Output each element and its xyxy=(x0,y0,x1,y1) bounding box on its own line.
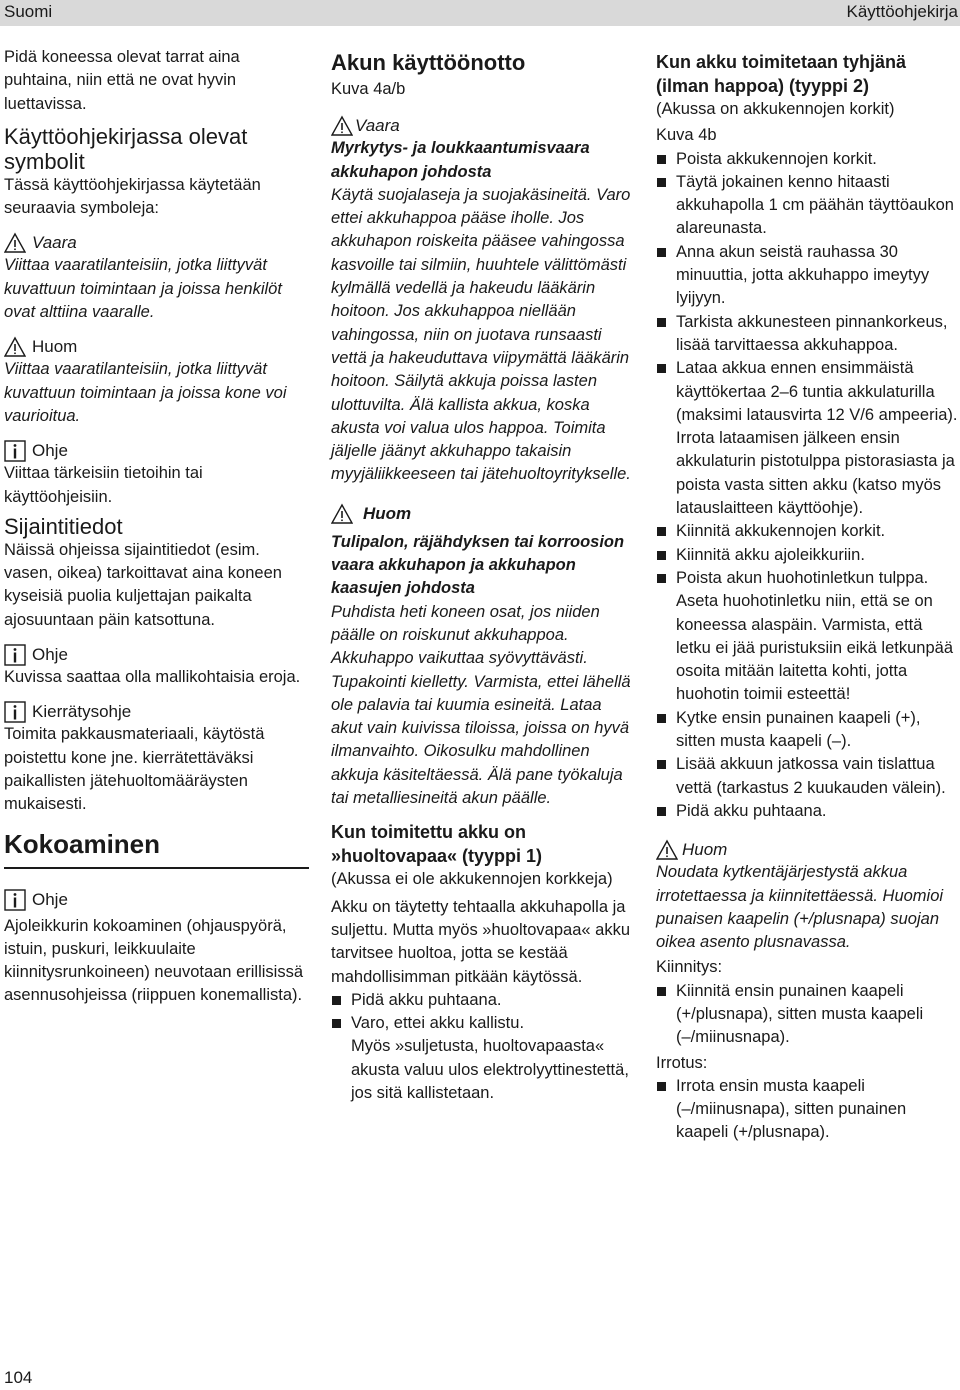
huom-notice-3 xyxy=(656,833,960,861)
assembly-heading: Kokoaminen xyxy=(4,829,309,869)
bullet-icon xyxy=(332,1019,341,1028)
vaara-title-2: Myrkytys- ja loukkaantumisvaara akkuhapon johdosta xyxy=(331,139,590,181)
bullet-icon xyxy=(657,1082,666,1091)
list-item: Kiinnitä akku ajoleikkuriin. xyxy=(656,544,960,567)
battery-heading: Akun käyttöönotto xyxy=(331,50,526,75)
huom-text-3: Noudata kytkentäjärjestystä akkua irrotettaessa ja kiinnitettäessä. Huomioi punaisen kaapelin (+/plusnapa) suojan oikea asento plusnavassa. xyxy=(656,863,944,952)
header-doc-type: Käyttöohjekirja xyxy=(846,2,958,21)
list-item: Anna akun seistä rauhassa 30 minuuttia, jotta akkuhappo imeytyy lyijyyn. xyxy=(656,241,960,311)
type2-note: (Akussa on akkukennojen korkit) xyxy=(656,100,895,118)
detach-label: Irrotus: xyxy=(656,1053,708,1072)
column-2 xyxy=(331,46,636,1105)
ohje3-text: Ajoleikkurin kokoaminen (ohjauspyörä, istuin, puskuri, leikkuulaite kiinnitysrunkoineen) neuvotaan erillisissä asennusohjeissa (riippuen konemallista). xyxy=(4,916,303,1005)
caution-triangle-icon xyxy=(331,503,353,525)
list-item: Irrota ensin musta kaapeli (–/miinusnapa), sitten punainen kaapeli (+/plusnapa). xyxy=(656,1075,960,1145)
bullet-icon xyxy=(657,527,666,536)
list-item: Kytke ensin punainen kaapeli (+), sitten musta kaapeli (–). xyxy=(656,707,960,754)
info-icon xyxy=(4,889,26,911)
bullet-icon xyxy=(657,760,666,769)
huom-text-2: Puhdista heti koneen osat, jos niiden päälle on roiskunut akkuhappoa. Akkuhappo vaikuttaa syövyttävästi. Tupakointi kielletty. Varmista, ettei lähellä ole palavia tai kuumia esineitä. Lataa akut vain kuivissa tiloissa, joissa on hyvä ilmanvaihto. Oikosulku mahdollinen akkuja käsiteltäessä. Älä pane työkaluja tai metalliesineitä akun päälle. xyxy=(331,602,631,808)
symbols-text: Tässä käyttöohjekirjassa käytetään seuraavia symboleja: xyxy=(4,175,261,218)
vaara-notice xyxy=(4,226,309,254)
attach-bullets xyxy=(656,980,960,1050)
intro-text: Pidä koneessa olevat tarrat aina puhtaina, niin että ne ovat hyvin luettavissa. xyxy=(4,48,240,113)
vaara-notice-2 xyxy=(331,109,636,137)
vaara-label-2: Vaara xyxy=(355,116,400,136)
list-item: Täytä jokainen kenno hitaasti akkuhapolla 1 cm päähän täyttöaukon alareunasta. xyxy=(656,171,960,241)
list-item: Kiinnitä ensin punainen kaapeli (+/plusnapa), sitten musta kaapeli (–/miinusnapa). xyxy=(656,980,960,1050)
ohje-text: Viittaa tärkeisiin tietoihin tai käyttöohjeisiin. xyxy=(4,464,203,506)
bullet-icon xyxy=(657,178,666,187)
list-item: Tarkista akkunesteen pinnankorkeus, lisää tarvittaessa akkuhappoa. xyxy=(656,311,960,358)
huom-text: Viittaa vaaratilanteisiin, jotka liittyvät kuvattuun toimintaan ja joissa kone voi vaurioitua. xyxy=(4,360,287,425)
column-3 xyxy=(656,46,960,1145)
huom-notice xyxy=(4,330,309,358)
detach-bullets xyxy=(656,1075,960,1145)
type2-heading: Kun akku toimitetaan tyhjänä (ilman happoa) (tyyppi 2) xyxy=(656,52,907,96)
list-item: Lisää akkuun jatkossa vain tislattua vettä (tarkastus 2 kuukauden välein). xyxy=(656,753,960,800)
vaara-text: Viittaa vaaratilanteisiin, jotka liittyvät kuvattuun toimintaan ja joissa henkilöt ovat alttiina vaaralle. xyxy=(4,256,282,322)
bullet-icon xyxy=(332,996,341,1005)
ohje2-label: Ohje xyxy=(32,645,68,665)
list-item: Poista akun huohotinletkun tulppa. Aseta huohotinletku niin, että se on koneessa alaspäin. Varmista, että letku ei jää puristuksiin eikä letkunpää osoita mitään laitetta kohti, jotta huohotin toimii esteettä! xyxy=(656,567,960,707)
vaara-label: Vaara xyxy=(32,233,77,253)
bullet-icon xyxy=(657,248,666,257)
ohje-label: Ohje xyxy=(32,441,68,461)
bullet-icon xyxy=(657,574,666,583)
recycling-label: Kierrätysohje xyxy=(32,702,132,722)
bullet-icon xyxy=(657,714,666,723)
huom-label: Huom xyxy=(32,337,78,357)
list-item: Poista akkukennojen korkit. xyxy=(656,148,960,171)
recycling-text: Toimita pakkausmateriaali, käytöstä poistettu kone jne. kierrätettäväksi paikallisten jätehuoltomääräysten mukaisesti. xyxy=(4,725,265,814)
ohje2-notice xyxy=(4,638,309,666)
type1-text: Akku on täytetty tehtaalla akkuhapolla ja suljettu. Mutta myös »huoltovapaa« akku tarvitsee huoltoa, jotta se kestää mahdollisimman pitkään käytössä. xyxy=(331,897,631,986)
list-item: Pidä akku puhtaana. xyxy=(331,989,636,1012)
caution-triangle-icon xyxy=(656,839,678,861)
bullet-icon xyxy=(657,364,666,373)
huom-label-2: Huom xyxy=(363,503,412,523)
column-1 xyxy=(4,46,309,1008)
huom-label-3: Huom xyxy=(682,840,728,860)
list-item: Pidä akku puhtaana. xyxy=(656,800,960,823)
list-item: Varo, ettei akku kallistu. xyxy=(331,1012,636,1035)
list-item: Kiinnitä akkukennojen korkit. xyxy=(656,520,960,543)
info-icon xyxy=(4,644,26,666)
bullet-continuation: Myös »suljetusta, huoltovapaasta« akusta valuu ulos elektrolyyttinestettä, jos sitä kallistetaan. xyxy=(351,1037,629,1102)
bullet-icon xyxy=(657,155,666,164)
huom-title-2: Tulipalon, räjähdyksen tai korroosion vaara akkuhapon ja akkuhapon kaasujen johdosta xyxy=(331,532,625,598)
warning-triangle-icon xyxy=(4,232,26,254)
page-header xyxy=(0,0,960,26)
location-text: Näissä ohjeissa sijaintitiedot (esim. vasen, oikea) tarkoittavat aina koneen kyseisiä puolia kuljettajan paikalta ajosuuntaan päin katsottuna. xyxy=(4,540,282,629)
attach-label: Kiinnitys: xyxy=(656,958,723,977)
type2-figure-ref: Kuva 4b xyxy=(656,126,717,145)
recycling-notice xyxy=(4,695,309,723)
battery-subheading: Kuva 4a/b xyxy=(331,80,406,98)
caution-triangle-icon xyxy=(4,336,26,358)
vaara-text-2: Käytä suojalaseja ja suojakäsineitä. Varo ettei akkuhappoa pääse iholle. Jos akkuhapon roiskeita pääsee vahingossa kasvoille tai silmiin, huuhtele välittömästi kylmällä vedellä ja hakeudu lääkärin hoitoon. Jos akkuhappoa niellään vahingossa, niin on juotava runsaasti vettä ja hakeuduttava viipymättä lääkärin hoitoon. Säilytä akkuja poissa lasten ulottuvilta. Älä kallista akkua, koska akusta voi valua ulos happoa. Toimita jäljelle jäänyt akkuhappo takaisin myyjäliikkeeseen tai jätehuoltoyritykselle. xyxy=(331,185,631,484)
info-icon xyxy=(4,701,26,723)
type1-heading: Kun toimitettu akku on »huoltovapaa« (tyyppi 1) xyxy=(331,822,543,867)
info-icon xyxy=(4,440,26,462)
ohje3-notice xyxy=(4,883,309,911)
type2-bullets xyxy=(656,148,960,824)
huom-notice-2 xyxy=(331,497,636,525)
ohje2-text: Kuvissa saattaa olla mallikohtaisia eroja. xyxy=(4,668,301,687)
header-language: Suomi xyxy=(4,2,53,21)
type1-bullets xyxy=(331,989,636,1036)
warning-triangle-icon xyxy=(331,115,353,137)
type1-note: (Akussa ei ole akkukennojen korkkeja) xyxy=(331,870,613,889)
bullet-icon xyxy=(657,987,666,996)
list-item: Lataa akkua ennen ensimmäistä käyttökertaa 2–6 tuntia akkulaturilla (maksimi latausvirta 12 V/6 ampeeria). Irrota lataamisen jälkeen ensin akkulaturin pistotulppa pistorasiasta ja poista vasta sitten akku (katso myös latauslaitteen käyttöohje). xyxy=(656,357,960,520)
bullet-icon xyxy=(657,807,666,816)
bullet-icon xyxy=(657,318,666,327)
ohje3-label: Ohje xyxy=(32,889,68,909)
ohje-notice xyxy=(4,434,309,462)
location-heading: Sijaintitiedot xyxy=(4,513,123,539)
bullet-icon xyxy=(657,551,666,560)
symbols-heading: Käyttöohjekirjassa olevat symbolit xyxy=(4,123,248,174)
page-number: 104 xyxy=(4,1368,33,1387)
